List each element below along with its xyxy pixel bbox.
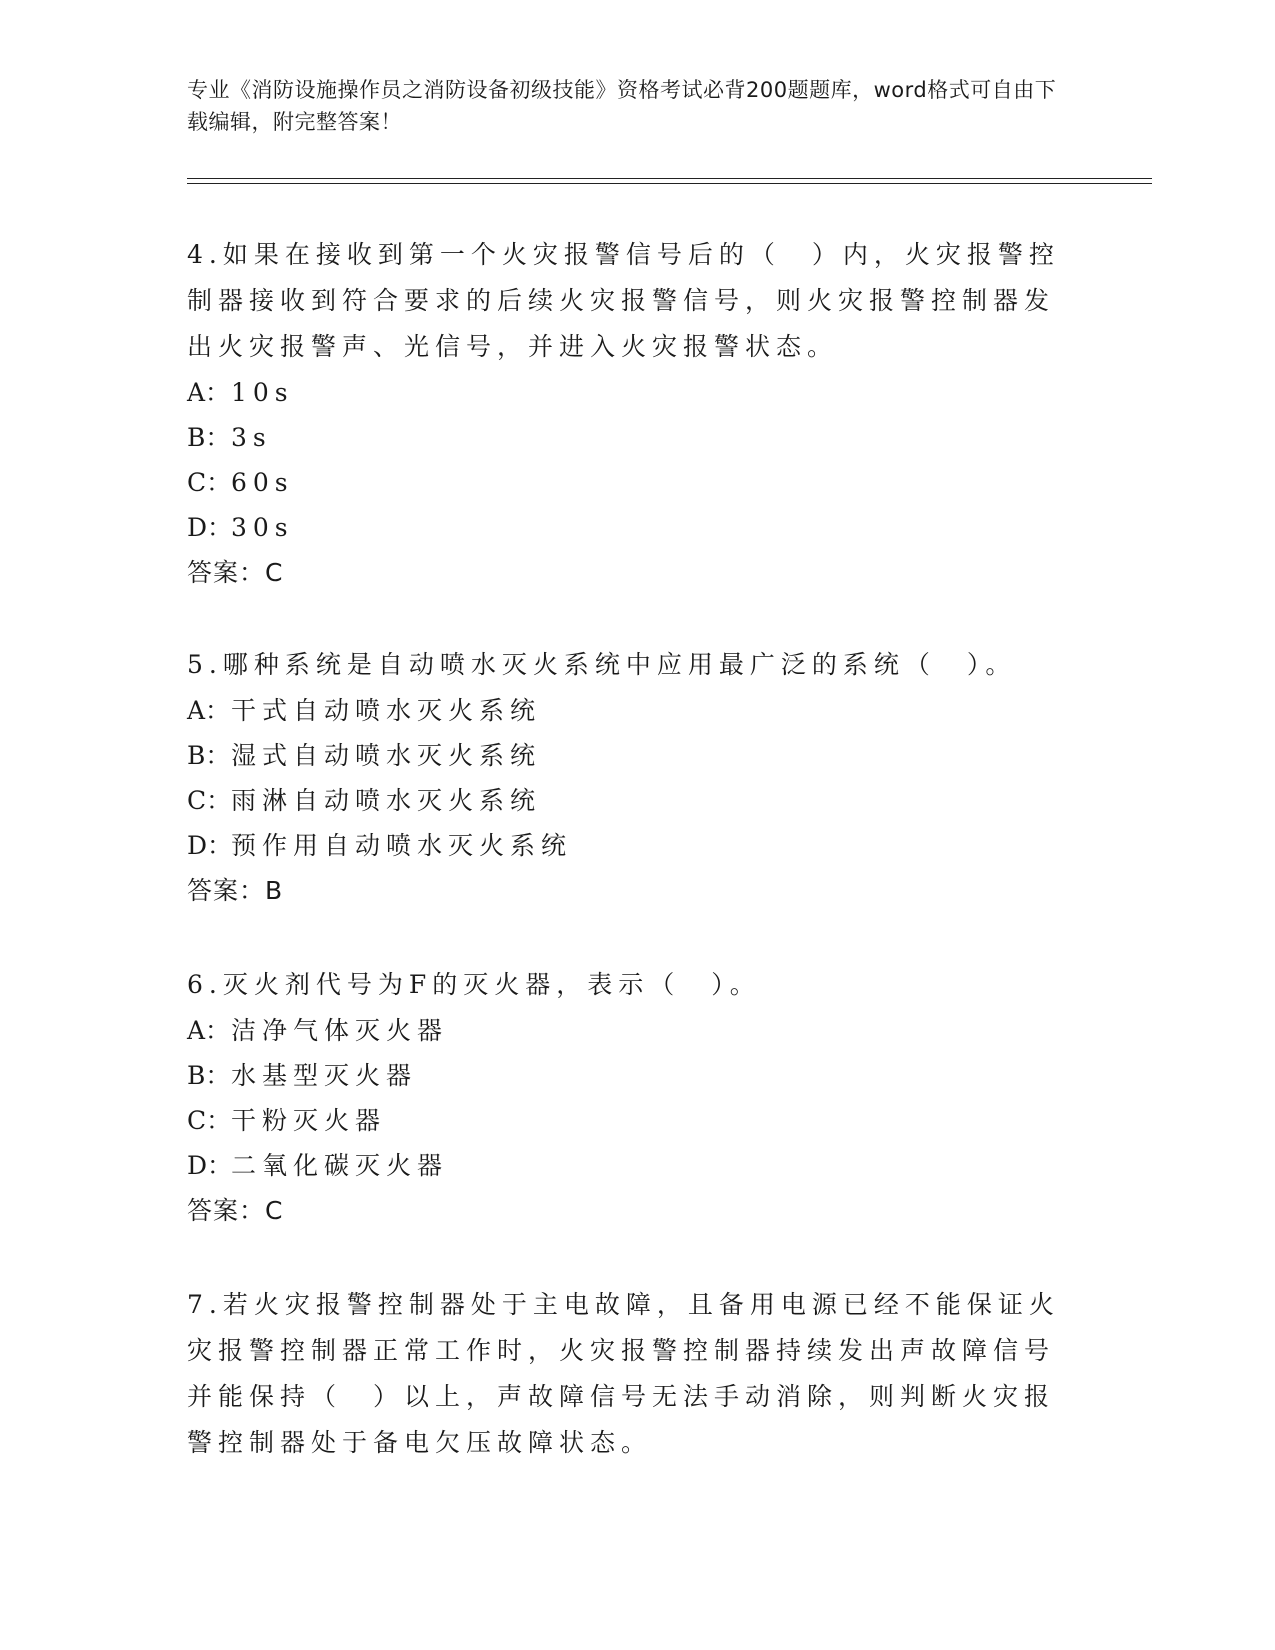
option-text: 预作用自动喷水灭火系统 xyxy=(231,831,573,860)
answer-line xyxy=(187,550,1067,596)
option-key: B： xyxy=(187,741,231,770)
question-stem: 4.如果在接收到第一个火灾报警信号后的（ ）内，火灾报警控制器接收到符合要求的后续火灾报警信号，则火灾报警控制器发出火灾报警声、光信号，并进入火灾报警状态。 xyxy=(187,240,1060,361)
question-stem: 5.哪种系统是自动喷水灭火系统中应用最广泛的系统（ ）。 xyxy=(187,650,1017,679)
option-a xyxy=(187,688,1067,733)
option-text: 水基型灭火器 xyxy=(231,1061,418,1090)
option-text: 10s xyxy=(231,378,294,407)
option-text: 干粉灭火器 xyxy=(231,1106,387,1135)
option-key: C： xyxy=(187,468,232,497)
option-text: 30s xyxy=(231,513,294,542)
question-7 xyxy=(187,1282,1067,1466)
option-a xyxy=(187,1008,1067,1053)
option-b xyxy=(187,1053,1067,1098)
option-text: 二氧化碳灭火器 xyxy=(231,1151,449,1180)
answer-value: B xyxy=(265,876,284,905)
answer-label: 答案： xyxy=(187,876,266,905)
option-d xyxy=(187,505,1067,550)
option-text: 雨淋自动喷水灭火系统 xyxy=(231,786,542,815)
option-d xyxy=(187,1143,1067,1188)
option-key: D： xyxy=(187,831,233,860)
answer-value: C xyxy=(265,558,284,587)
answer-label: 答案： xyxy=(187,1196,266,1225)
header-divider-top xyxy=(187,178,1152,179)
option-key: B： xyxy=(187,423,231,452)
answer-label: 答案： xyxy=(187,558,266,587)
option-b xyxy=(187,415,1067,460)
option-key: B： xyxy=(187,1061,231,1090)
header-divider-bottom xyxy=(187,183,1152,184)
option-c xyxy=(187,460,1067,505)
option-key: A： xyxy=(187,696,231,725)
question-stem: 7.若火灾报警控制器处于主电故障，且备用电源已经不能保证火灾报警控制器正常工作时，火灾报警控制器持续发出声故障信号并能保持（ ）以上，声故障信号无法手动消除，则判断火灾报警控制器处于备电欠压故障状态。 xyxy=(187,1290,1060,1457)
option-c xyxy=(187,1098,1067,1143)
option-text: 洁净气体灭火器 xyxy=(231,1016,449,1045)
question-5 xyxy=(187,642,1067,914)
option-text: 干式自动喷水灭火系统 xyxy=(231,696,542,725)
option-b xyxy=(187,733,1067,778)
option-text: 60s xyxy=(231,468,294,497)
option-key: D： xyxy=(187,513,233,542)
option-key: A： xyxy=(187,378,231,407)
option-text: 湿式自动喷水灭火系统 xyxy=(231,741,542,770)
option-key: C： xyxy=(187,786,232,815)
option-key: D： xyxy=(187,1151,233,1180)
option-key: C： xyxy=(187,1106,232,1135)
option-text: 3s xyxy=(231,423,272,452)
question-stem: 6.灭火剂代号为F的灭火器，表示（ ）。 xyxy=(187,970,761,999)
question-4 xyxy=(187,232,1067,596)
document-header: 专业《消防设施操作员之消防设备初级技能》资格考试必背200题题库，word格式可自由下载编辑，附完整答案！ xyxy=(187,78,1057,134)
option-a xyxy=(187,370,1067,415)
answer-value: C xyxy=(265,1196,284,1225)
option-c xyxy=(187,778,1067,823)
answer-line xyxy=(187,1188,1067,1234)
option-d xyxy=(187,823,1067,868)
question-6 xyxy=(187,962,1067,1234)
answer-line xyxy=(187,868,1067,914)
option-key: A： xyxy=(187,1016,231,1045)
